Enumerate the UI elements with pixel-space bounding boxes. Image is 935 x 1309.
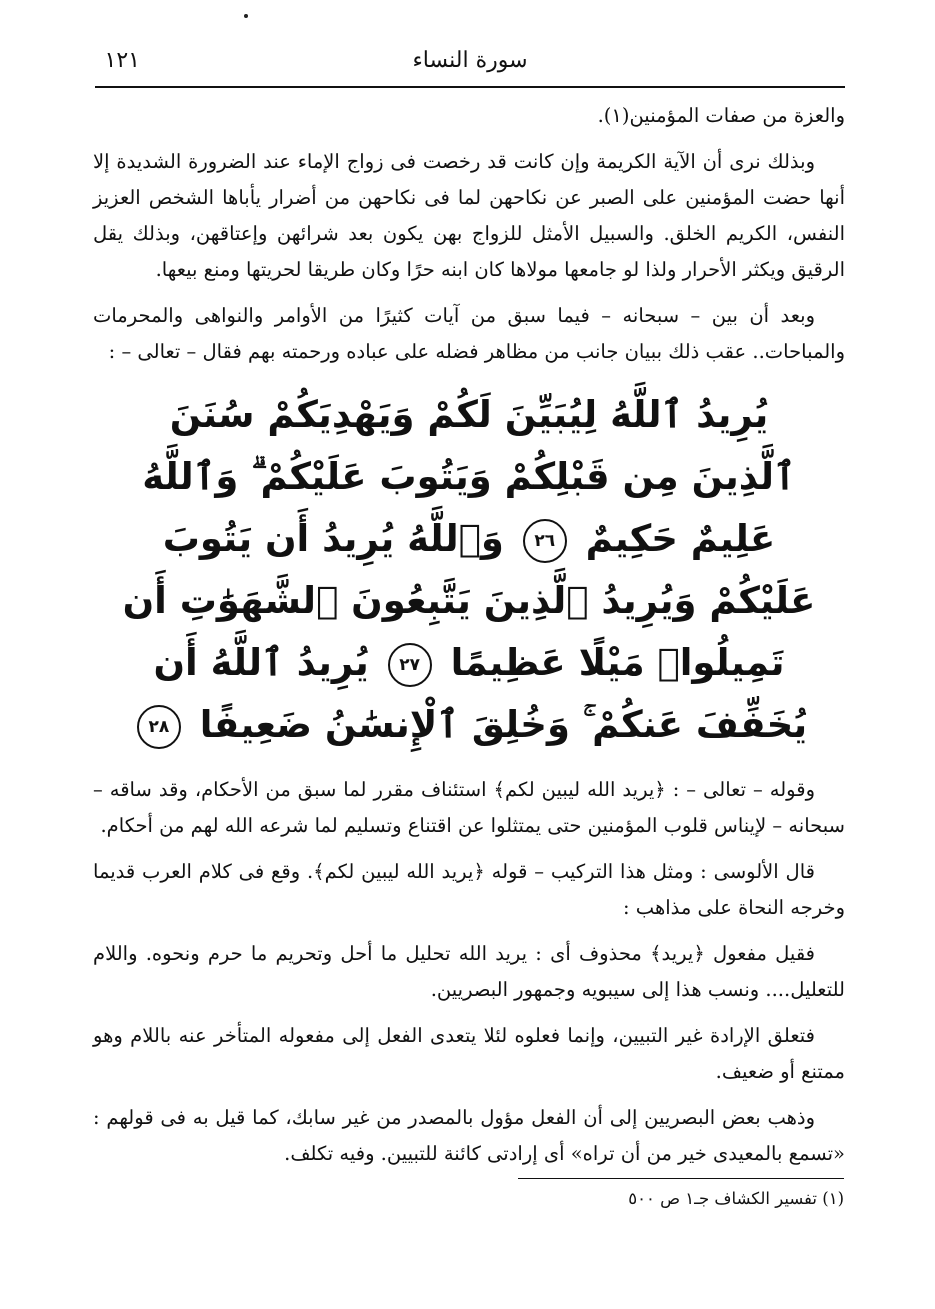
paragraph-8: وذهب بعض البصريين إلى أن الفعل مؤول بالمصدر من غير سابك، كما قيل به فى قولهم : «تسمع بالمعيدى خير من أن تراه» أى إرادتى كائنة للتبيين. وفيه تكلف. bbox=[93, 1106, 845, 1165]
paragraph-2: وبذلك نرى أن الآية الكريمة وإن كانت قد رخصت فى زواج الإماء عند الضرورة الشديدة إلا أنها حضت المؤمنين على الصبر عن نكاحهن لما فى نكاحهن من أضرار يأباها الشخص العزيز النفس، الكريم الخلق. والسبيل الأمثل للزواج بهن يكون بعد شرائهن وإعتاقهن، وبذلك يقل الرقيق ويكثر الأحرار ولذا لو جامعها مولاها كان ابنه حرًا وكان طريقا لحريتها ومنع بيعها. bbox=[93, 150, 845, 281]
paragraph-4: وقوله – تعالى – : ﴿يريد الله ليبين لكم﴾ استئناف مقرر لما سبق من الأحكام، وقد ساقه – سبحانه – لإيناس قلوب المؤمنين حتى يمتثلوا عن اقتناع وتسليم لما شرعه الله لهم من أحكام. bbox=[93, 778, 845, 837]
verse-26-text: يُرِيدُ ٱللَّهُ لِيُبَيِّنَ لَكُمْ وَيَهْدِيَكُمْ سُنَنَ ٱلَّذِينَ مِن قَبْلِكُمْ وَيَتُوبَ عَلَيْكُمْ ۗ وَٱللَّهُ عَلِيمٌ حَكِيمٌ bbox=[142, 393, 796, 560]
paragraph-7: فتعلق الإرادة غير التبيين، وإنما فعلوه لئلا يتعدى الفعل إلى مفعوله المتأخر عنه باللام وهو ممتنع أو ضعيف. bbox=[93, 1024, 845, 1083]
paragraph-3: وبعد أن بين – سبحانه – فيما سبق من آيات كثيرًا من الأوامر والنواهى والمحرمات والمباحات.. عقب ذلك ببيان جانب من مظاهر فضله على عباده ورحمته بهم فقال – تعالى – : bbox=[93, 304, 845, 363]
paragraph-1: والعزة من صفات المؤمنين(١). bbox=[597, 104, 845, 127]
quran-verse-block bbox=[93, 384, 845, 756]
footnote: (١) تفسير الكشاف جـ١ ص ٥٠٠ bbox=[628, 1189, 844, 1208]
page-header bbox=[95, 42, 845, 88]
page-title: سورة النساء bbox=[412, 48, 528, 73]
ayah-number-26: ٢٦ bbox=[523, 519, 567, 563]
page-body bbox=[93, 98, 845, 1182]
ayah-number-27: ٢٧ bbox=[388, 643, 432, 687]
paragraph-6: فقيل مفعول ﴿يريد﴾ محذوف أى : يريد الله تحليل ما أحل وتحريم ما حرم ونحوه. واللام للتعليل.... ونسب هذا إلى سيبويه وجمهور البصريين. bbox=[93, 942, 845, 1001]
paragraph-5: قال الألوسى : ومثل هذا التركيب – قوله ﴿يريد الله ليبين لكم﴾. وقع فى كلام العرب قديما وخرجه النحاة على مذاهب : bbox=[93, 860, 845, 919]
verse-27-text: وَٱللَّهُ يُرِيدُ أَن يَتُوبَ عَلَيْكُمْ وَيُرِيدُ ٱلَّذِينَ يَتَّبِعُونَ ٱلشَّهَوَٰتِ أَن تَمِيلُوا۟ مَيْلًا عَظِيمًا bbox=[122, 517, 816, 684]
footnote-rule bbox=[518, 1178, 844, 1179]
page-number: ١٢١ bbox=[104, 48, 140, 73]
verse-28-text: يُرِيدُ ٱللَّهُ أَن يُخَفِّفَ عَنكُمْ ۚ وَخُلِقَ ٱلْإِنسَٰنُ ضَعِيفًا bbox=[153, 641, 808, 746]
header-rule bbox=[95, 86, 845, 88]
ayah-number-28: ٢٨ bbox=[137, 705, 181, 749]
scan-speck bbox=[244, 14, 248, 18]
